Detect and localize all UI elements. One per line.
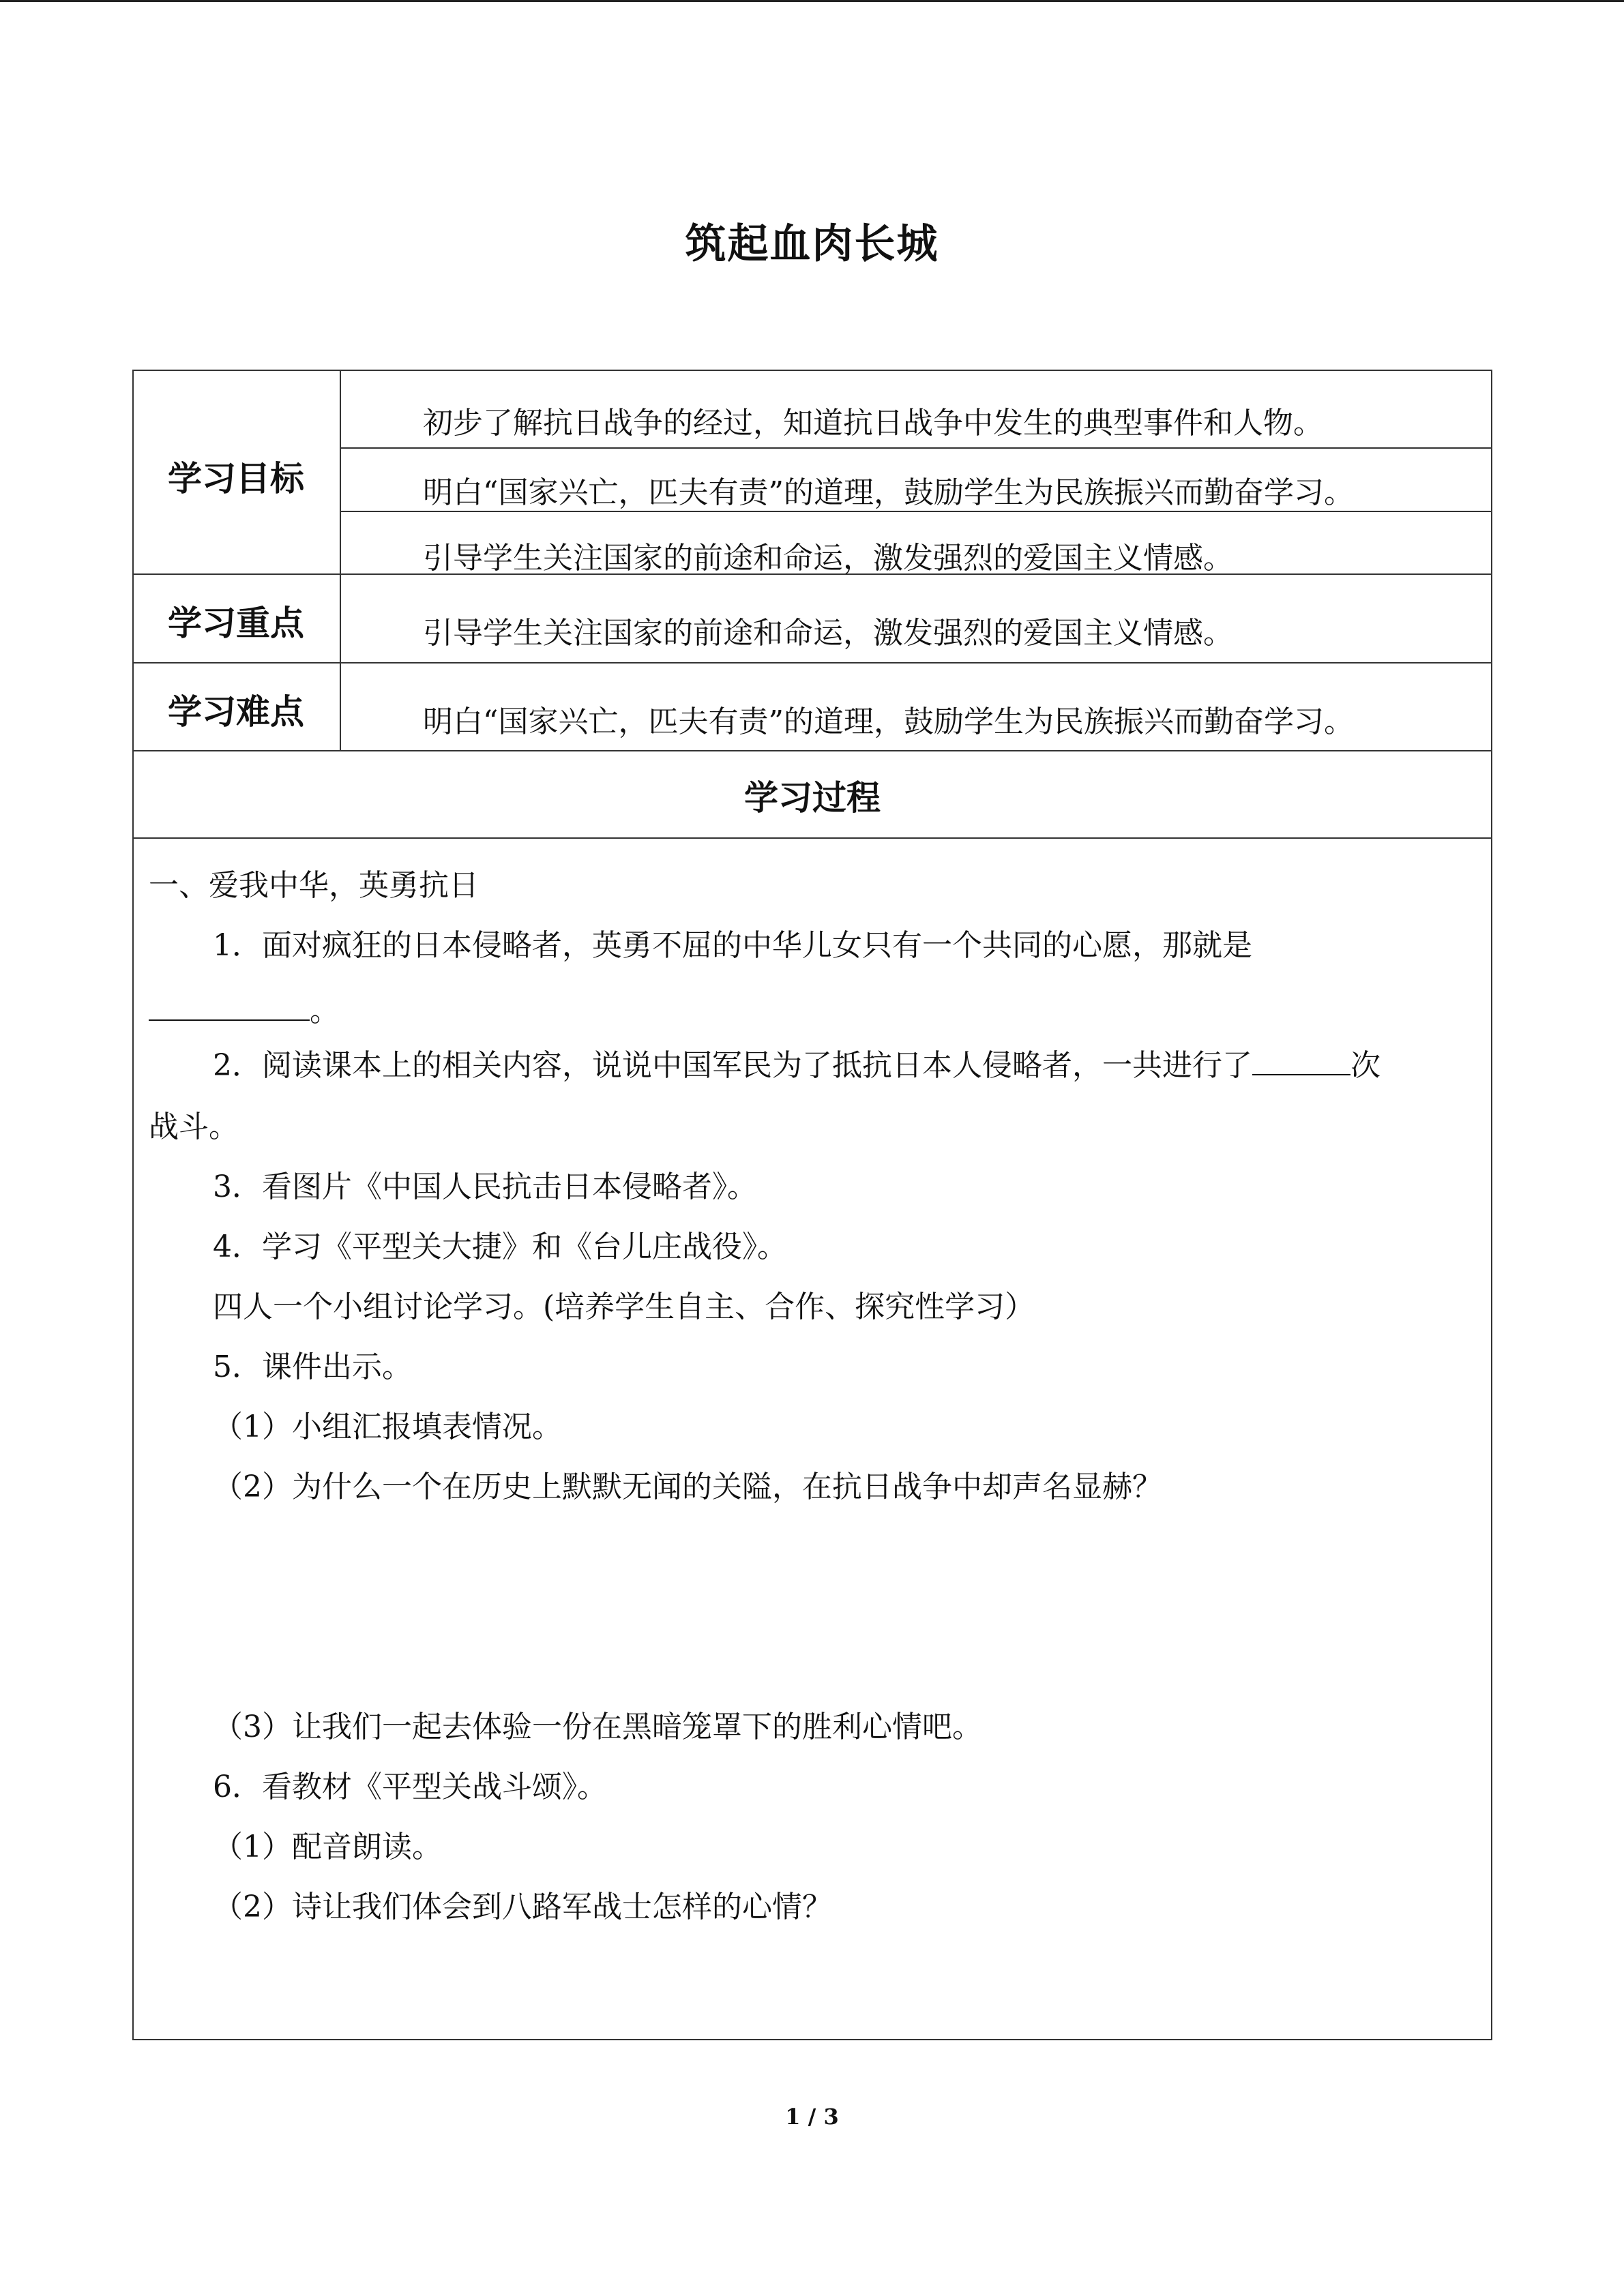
answer-blank[interactable] [149, 989, 310, 1021]
info-table-divider [340, 370, 341, 751]
top-border [0, 0, 1624, 2]
key-points-bottom-line [132, 662, 1492, 664]
question-6-2: （2）诗让我们体会到八路军战士怎样的心情？ [213, 1890, 832, 1924]
section-heading: 一、爱我中华，英勇抗日 [149, 868, 479, 903]
process-title-line [132, 837, 1492, 839]
question-5-2: （2）为什么一个在历史上默默无闻的关隘，在抗日战争中却声名显赫？ [213, 1470, 1162, 1504]
page-number: 1 / 3 [785, 2104, 839, 2130]
question-2-text: 2．阅读课本上的相关内容，说说中国军民为了抵抗日本人侵略者，一共进行了 [213, 1048, 1252, 1083]
question-2 [213, 1041, 1381, 1084]
question-4-note: 四人一个小组讨论学习。(培养学生自主、合作、探究性学习） [213, 1289, 1035, 1324]
question-1-end: 。 [310, 994, 340, 1028]
objective-row-line-1 [340, 447, 1492, 449]
objectives-label: 学习目标 [168, 459, 304, 498]
key-points-text: 引导学生关注国家的前途和命运，激发强烈的爱国主义情感。 [423, 616, 1233, 651]
objective-item: 引导学生关注国家的前途和命运，激发强烈的爱国主义情感。 [423, 541, 1233, 576]
question-3: 3．看图片《中国人民抗击日本侵略者》。 [213, 1169, 757, 1204]
objective-item: 明白“国家兴亡，匹夫有责”的道理，鼓励学生为民族振兴而勤奋学习。 [423, 475, 1354, 510]
difficulties-label: 学习难点 [168, 692, 304, 732]
document-title: 筑起血肉长城 [685, 220, 939, 268]
question-5: 5．课件出示。 [213, 1350, 412, 1384]
question-2-unit: 次 [1350, 1048, 1381, 1083]
question-2-continued: 战斗。 [149, 1109, 239, 1144]
answer-blank[interactable] [1252, 1044, 1350, 1075]
question-4: 4．学习《平型关大捷》和《台儿庄战役》。 [213, 1229, 787, 1264]
question-5-1: （1）小组汇报填表情况。 [213, 1410, 562, 1444]
question-1-answer [149, 986, 340, 1030]
key-points-label: 学习重点 [168, 603, 304, 643]
question-6: 6．看教材《平型关战斗颂》。 [213, 1770, 607, 1804]
question-1: 1．面对疯狂的日本侵略者，英勇不屈的中华儿女只有一个共同的心愿，那就是 [213, 928, 1252, 963]
question-5-3: （3）让我们一起去体验一份在黑暗笼罩下的胜利心情吧。 [213, 1710, 982, 1744]
question-6-1: （1）配音朗读。 [213, 1830, 442, 1864]
difficulties-text: 明白“国家兴亡，匹夫有责”的道理，鼓励学生为民族振兴而勤奋学习。 [423, 704, 1354, 739]
objective-item: 初步了解抗日战争的经过，知道抗日战争中发生的典型事件和人物。 [423, 406, 1323, 441]
process-title: 学习过程 [744, 778, 881, 818]
